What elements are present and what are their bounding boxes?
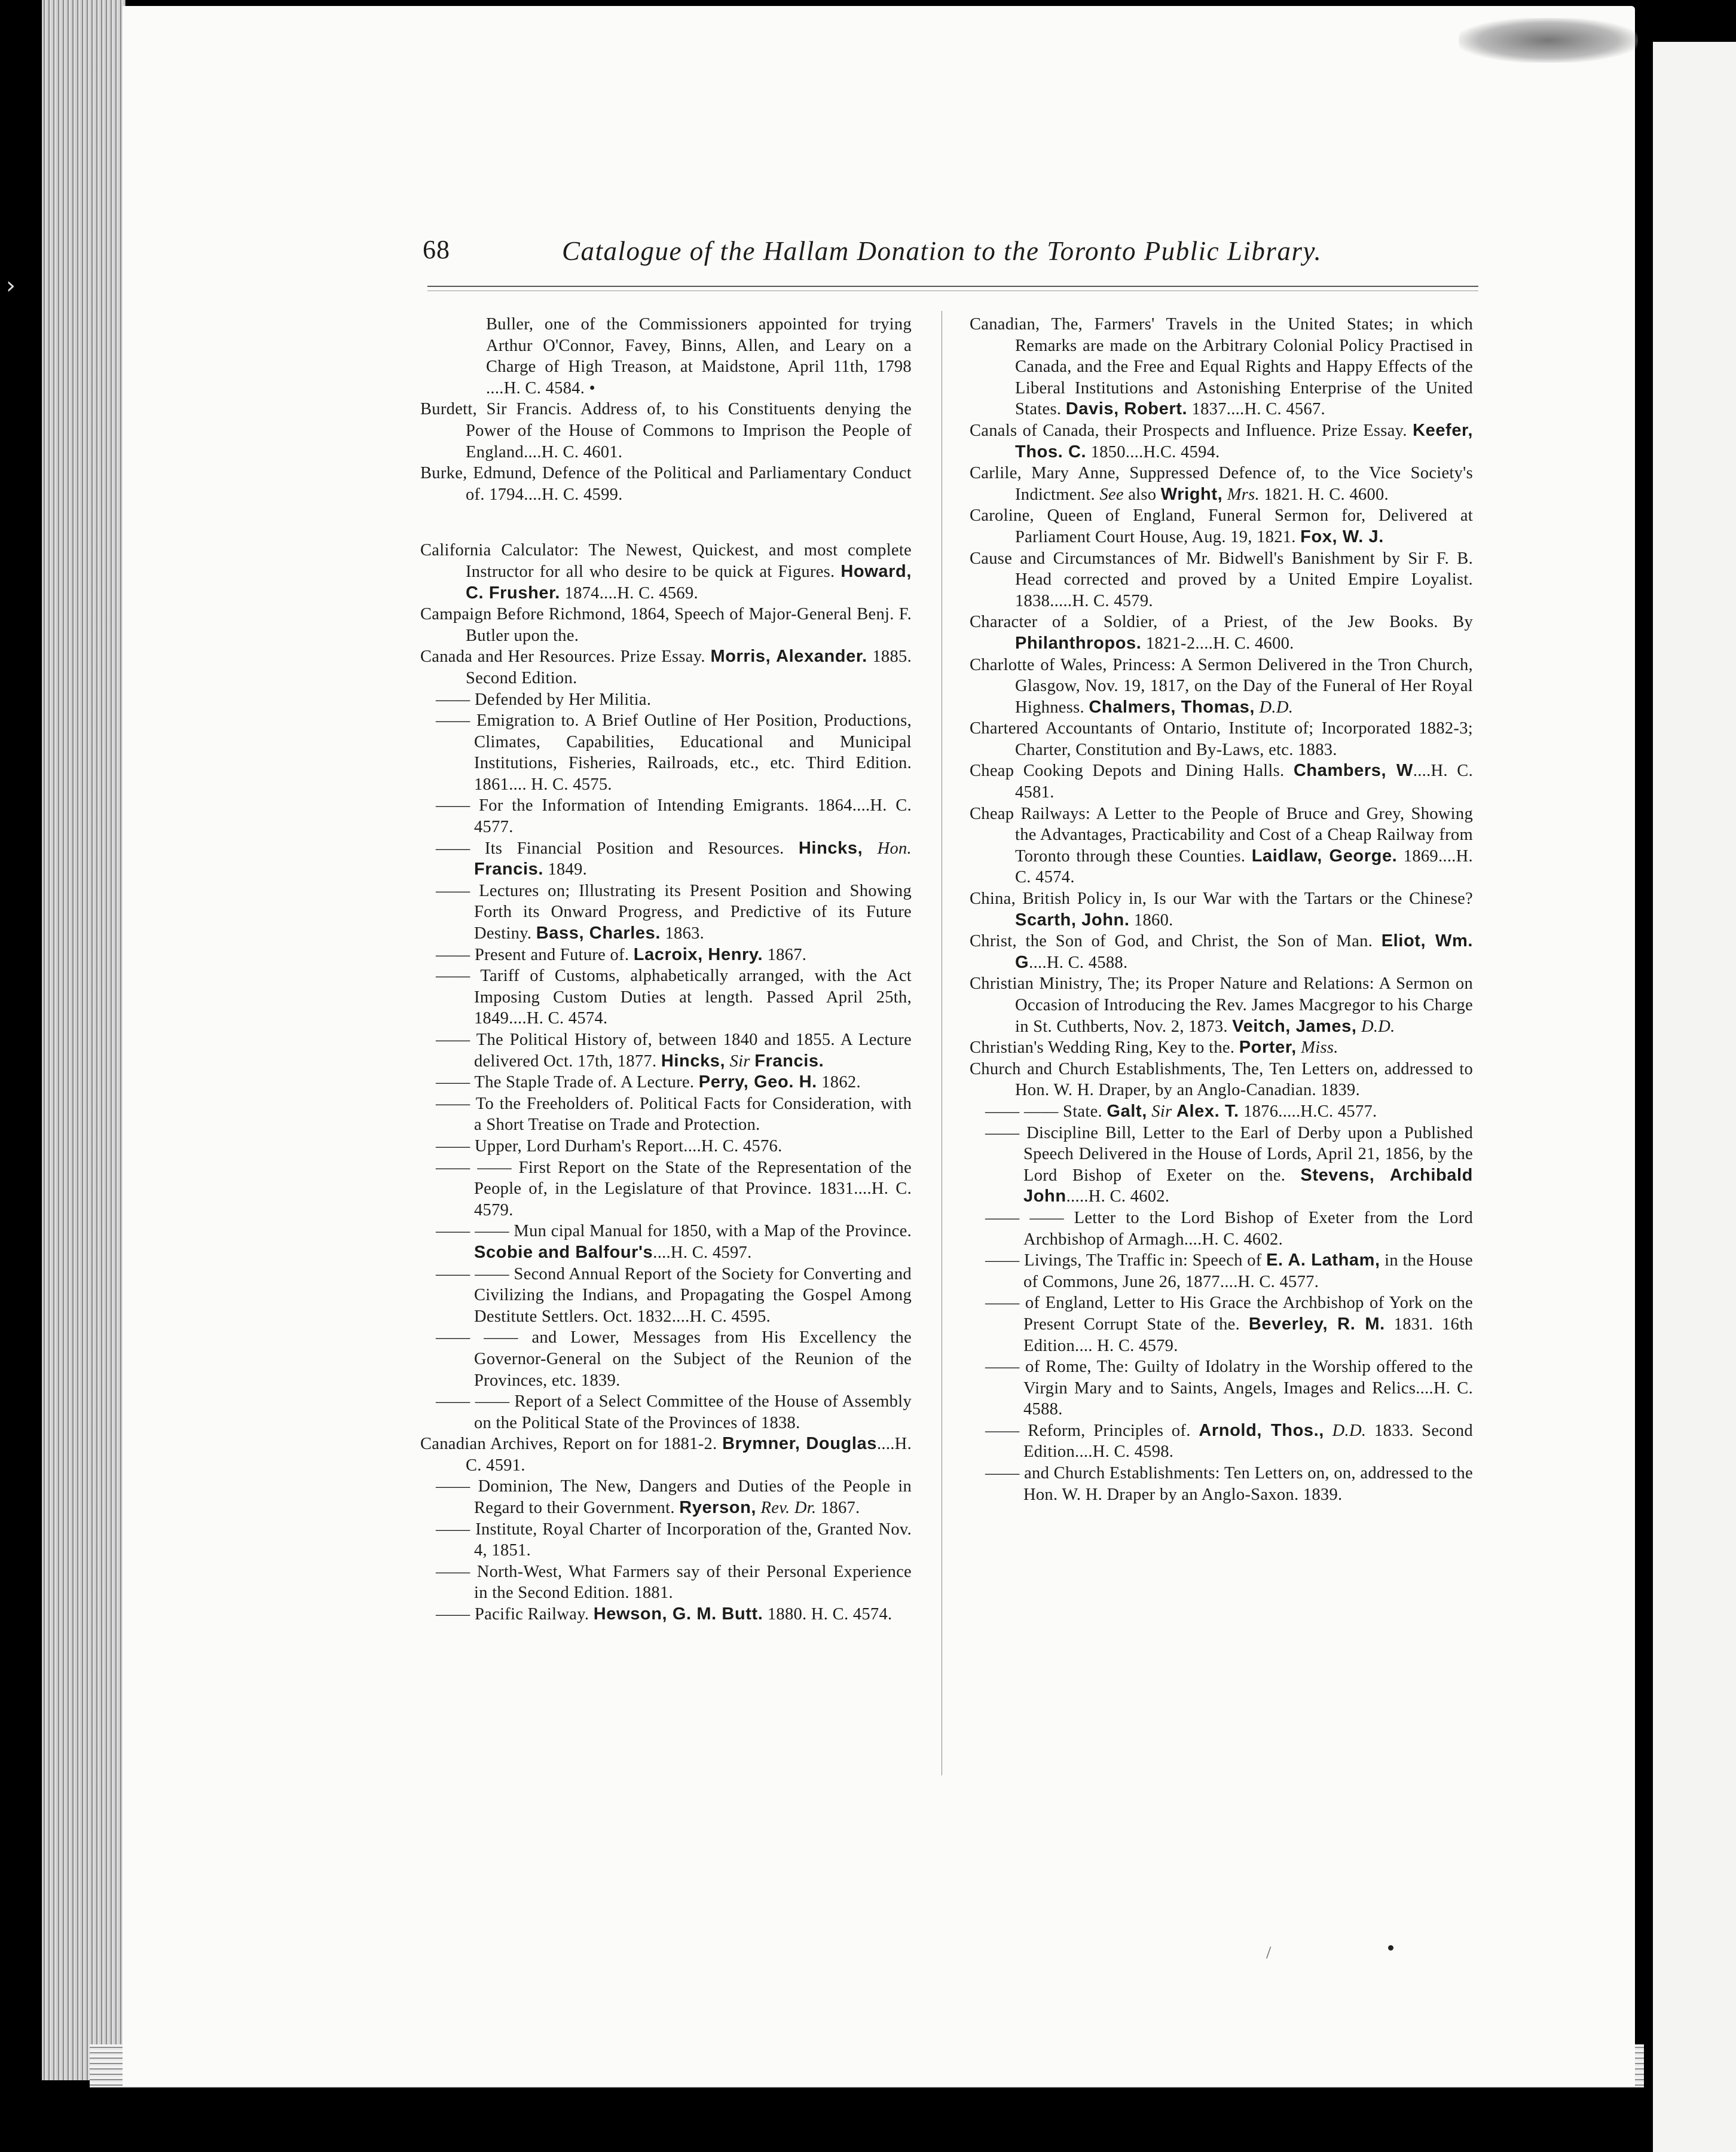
author-name: Howard, C. Frusher. <box>466 561 912 603</box>
author-name: Lacroix, Henry. <box>633 944 763 964</box>
entry-text: Burdett, Sir Francis. Address of, to his Constituents denying the Power of the House of Commons to Imprison the People of England....H. C. 4601. <box>420 400 912 461</box>
catalogue-entry <box>420 463 912 505</box>
entry-text: 1821. H. C. 4600. <box>1259 485 1389 504</box>
entry-text: California Calculator: The Newest, Quickest, and most complete Instructor for all who desire to be quick at Figures. <box>420 541 912 581</box>
author-name: Morris, Alexander. <box>710 647 867 667</box>
italic-text: See <box>1099 485 1124 504</box>
entry-text: Character of a Soldier, of a Priest, of the Jew Books. By <box>970 613 1473 632</box>
catalogue-entry <box>970 1420 1473 1463</box>
entry-text: Charlotte of Wales, Princess: A Sermon Delivered in the Tron Church, Glasgow, Nov. 19, 1817, on the Day of the Funeral of Her Royal Highness. <box>970 655 1473 717</box>
catalogue-entry <box>970 655 1473 719</box>
catalogue-entry <box>970 760 1473 803</box>
entry-text: —— For the Information of Intending Emigrants. 1864....H. C. 4577. <box>436 796 912 837</box>
entry-text: —— Present and Future of. <box>436 945 634 964</box>
entry-text: Burke, Edmund, Defence of the Political and Parliamentary Conduct of. 1794....H. C. 4599. <box>420 464 912 504</box>
entry-text: 1885. Second Edition. <box>466 647 912 687</box>
entry-text: China, British Policy in, Is our War with the Tartars or the Chinese? <box>970 889 1473 909</box>
italic-text: D.D. <box>1361 1017 1395 1036</box>
catalogue-entry <box>420 1264 912 1328</box>
author-name: Perry, Geo. H. <box>698 1072 817 1092</box>
author-name: Bass, Charles. <box>536 924 661 943</box>
entry-text: —— To the Freeholders of. Political Facts for Consideration, with a Short Treatise on Trade and Protection. <box>436 1094 912 1135</box>
entry-text: Church and Church Establishments, The, Ten Letters on, addressed to Hon. W. H. Draper, by an Anglo-Canadian. 1839. <box>970 1059 1473 1100</box>
binding-clip-icon: › <box>6 272 16 299</box>
entry-text: —— Emigration to. A Brief Outline of Her Position, Productions, Climates, Capabilities, Educational and Municipal Institutions, Fisheries, Railroads, etc., etc. Third Edition. 1861.... H. C. 4575. <box>436 711 912 794</box>
catalogue-entry <box>420 710 912 795</box>
entry-text: —— North-West, What Farmers say of their Personal Experience in the Second Edition. 1881. <box>436 1562 912 1603</box>
entry-text <box>1222 485 1227 504</box>
entry-text: Buller, one of the Commissioners appointed for trying Arthur O'Connor, Favey, Binns, Allen, and Leary on a Charge of High Treason, at Maidstone, April 11th, 1798 ....H. C. 4584. • <box>486 315 912 398</box>
catalogue-entry <box>970 1059 1473 1101</box>
entry-text: also <box>1123 485 1161 504</box>
entry-text: in the House of Commons, June 26, 1877....H. C. 4577. <box>1023 1251 1473 1291</box>
entry-text: Cheap Cooking Depots and Dining Halls. <box>970 762 1294 781</box>
right-column <box>970 314 1473 1505</box>
author-name: E. A. Latham, <box>1266 1251 1380 1270</box>
catalogue-entry <box>970 505 1473 548</box>
entry-text: Canada and Her Resources. Prize Essay. <box>420 647 711 667</box>
author-name: Scobie and Balfour's <box>474 1242 653 1262</box>
catalogue-entry <box>420 399 912 463</box>
catalogue-entry <box>420 1476 912 1518</box>
catalogue-entry <box>970 420 1473 463</box>
entry-text: —— —— Second Annual Report of the Society for Converting and Civilizing the Indians, and Propagating the Gospel Among Destitute Settlers. Oct. 1832....H. C. 4595. <box>436 1264 912 1326</box>
catalogue-entry <box>420 795 912 837</box>
author-name: Beverley, R. M. <box>1248 1314 1385 1334</box>
catalogue-entry <box>970 1101 1473 1123</box>
author-name: Laidlaw, George. <box>1251 846 1398 866</box>
catalogue-entry <box>970 1250 1473 1292</box>
italic-text: D.D. <box>1259 698 1294 717</box>
author-name: Porter, <box>1239 1038 1297 1057</box>
catalogue-entry <box>420 1029 912 1072</box>
catalogue-entry <box>970 463 1473 505</box>
author-name: Hincks, <box>798 838 863 858</box>
entry-text: —— Pacific Railway. <box>436 1605 594 1624</box>
author-name: Hincks, <box>661 1051 726 1071</box>
catalogue-entry <box>420 1221 912 1263</box>
pencil-tick: / <box>1266 1943 1272 1963</box>
italic-text: Mrs. <box>1227 485 1260 504</box>
entry-text: 1860. <box>1129 910 1173 930</box>
catalogue-entry <box>420 1072 912 1093</box>
entry-text <box>756 1499 760 1517</box>
entry-text: —— Reform, Principles of. <box>985 1421 1199 1440</box>
entry-text: —— —— Letter to the Lord Bishop of Exeter from the Lord Archbishop of Armagh....H. C. 4602. <box>985 1208 1473 1249</box>
entry-text: Christian Ministry, The; its Proper Nature and Relations: A Sermon on Occasion of Introducing the Rev. James Macgregor to his Charge in St. Cuthberts, Nov. 2, 1873. <box>970 974 1473 1036</box>
entry-text <box>1255 698 1259 717</box>
entry-text: Campaign Before Richmond, 1864, Speech of Major-General Benj. F. Butler upon the. <box>420 605 912 645</box>
author-name: Chambers, W <box>1293 761 1413 781</box>
author-name: Ryerson, <box>679 1498 757 1518</box>
entry-text: 1849. <box>543 860 588 879</box>
catalogue-entry <box>420 1391 912 1433</box>
italic-text: Miss. <box>1301 1038 1338 1057</box>
entry-text: —— —— State. <box>985 1102 1107 1121</box>
entry-text: ....H. C. 4591. <box>466 1435 912 1475</box>
entry-text: Christ, the Son of God, and Christ, the Son of Man. <box>970 932 1382 951</box>
catalogue-entry <box>970 973 1473 1037</box>
author-name: Francis. <box>754 1051 824 1071</box>
author-name: Veitch, James, <box>1232 1016 1357 1036</box>
page-number: 68 <box>423 235 450 264</box>
catalogue-entry <box>420 604 912 646</box>
italic-text: Sir <box>1151 1102 1172 1121</box>
catalogue-entry <box>970 1463 1473 1505</box>
entry-text: —— Livings, The Traffic in: Speech of <box>985 1251 1267 1270</box>
catalogue-entry <box>970 1123 1473 1208</box>
author-name: Keefer, Thos. C. <box>1015 420 1473 461</box>
italic-text: Rev. Dr. <box>760 1499 817 1518</box>
catalogue-entry <box>420 1327 912 1391</box>
entry-text: 1821-2....H. C. 4600. <box>1141 634 1294 653</box>
author-name: Wright, <box>1160 484 1223 504</box>
catalogue-entry <box>420 1157 912 1221</box>
catalogue-entry <box>420 1136 912 1157</box>
catalogue-entry <box>420 1561 912 1604</box>
catalogue-entry <box>970 931 1473 973</box>
italic-text: D.D. <box>1332 1421 1367 1440</box>
catalogue-entry <box>970 888 1473 931</box>
entry-text: —— —— Mun cipal Manual for 1850, with a Map of the Province. <box>436 1222 912 1241</box>
entry-text <box>863 839 877 858</box>
author-name: Stevens, Archibald John <box>1023 1165 1474 1206</box>
entry-text: —— Defended by Her Militia. <box>436 690 652 709</box>
entry-text: Caroline, Queen of England, Funeral Sermon for, Delivered at Parliament Court House, Aug. 19, 1821. <box>970 506 1473 546</box>
entry-text: 1867. <box>763 945 807 964</box>
catalogue-entry <box>970 548 1473 612</box>
entry-text: 1837....H. C. 4567. <box>1187 400 1325 419</box>
entry-text: —— of England, Letter to His Grace the Archbishop of York on the Present Corrupt State of the. <box>985 1294 1473 1334</box>
entry-text: —— Upper, Lord Durham's Report....H. C. 4576. <box>436 1136 783 1156</box>
running-title: Catalogue of the Hallam Donation to the Toronto Public Library. <box>562 236 1322 266</box>
entry-text: ....H. C. 4588. <box>1029 953 1128 972</box>
catalogue-entry <box>420 689 912 711</box>
catalogue-entry <box>420 944 912 966</box>
entry-text: Chartered Accountants of Ontario, Institute of; Incorporated 1882-3; Charter, Constitution and By-Laws, etc. 1883. <box>970 719 1473 759</box>
entry-text: Cause and Circumstances of Mr. Bidwell's Banishment by Sir F. B. Head corrected and proved by a United Empire Loyalist. 1838.....H. C. 4579. <box>970 549 1473 610</box>
author-name: Fox, W. J. <box>1300 527 1384 546</box>
entry-text: Christian's Wedding Ring, Key to the. <box>970 1038 1239 1057</box>
entry-text: —— Lectures on; Illustrating its Present Position and Showing Forth its Onward Progress, and Predictive of its Future Destiny. <box>436 881 912 943</box>
entry-text: 1850....H.C. 4594. <box>1086 442 1220 461</box>
entry-text: 1863. <box>661 924 705 943</box>
catalogue-entry <box>420 1519 912 1561</box>
entry-text: —— Its Financial Position and Resources. <box>436 839 799 858</box>
entry-text: —— —— and Lower, Messages from His Excellency the Governor-General on the Subject of the Reunion of the Provinces, etc. 1839. <box>436 1328 912 1390</box>
entry-text: —— Tariff of Customs, alphabetically arranged, with the Act Imposing Custom Duties at length. Passed April 25th, 1849....H. C. 4574. <box>436 967 912 1028</box>
entry-text: —— Dominion, The New, Dangers and Duties of the People in Regard to their Government. <box>436 1477 912 1518</box>
catalogue-entry <box>970 803 1473 888</box>
entry-text: Cheap Railways: A Letter to the People of Bruce and Grey, Showing the Advantages, Practicability and Cost of a Cheap Railway from Toronto through these Counties. <box>970 804 1473 866</box>
author-name: Francis. <box>474 860 544 879</box>
catalogue-entry <box>420 965 912 1029</box>
catalogue-entry <box>970 1292 1473 1356</box>
entry-text: 1876.....H.C. 4577. <box>1239 1102 1377 1121</box>
page-edges-left <box>42 0 126 2080</box>
catalogue-entry <box>420 838 912 881</box>
entry-text: 1880. H. C. 4574. <box>763 1605 893 1624</box>
entry-text: Canadian, The, Farmers' Travels in the United States; in which Remarks are made on the Arbitrary Colonial Policy Practised in Canada, and the Free and Equal Rights and Happy Effects of the Liberal Institutions and Astonishing Enterprise of the United States. <box>970 315 1473 419</box>
author-name: Davis, Robert. <box>1065 399 1188 419</box>
catalogue-entry <box>970 1356 1473 1420</box>
author-name: Hewson, G. M. Butt. <box>593 1604 763 1624</box>
entry-text: —— —— Report of a Select Committee of the House of Assembly on the Political State of the Provinces of 1838. <box>436 1392 912 1432</box>
author-name: Eliot, Wm. G <box>1015 931 1473 972</box>
entry-text: —— of Rome, The: Guilty of Idolatry in the Worship offered to the Virgin Mary and to Saints, Angels, Images and Relics....H. C. 4588. <box>985 1358 1473 1419</box>
entry-text: ....H. C. 4581. <box>1015 762 1473 802</box>
catalogue-entry <box>420 1093 912 1136</box>
catalogue-entry <box>970 314 1473 420</box>
author-name: Alex. T. <box>1176 1101 1239 1121</box>
author-name: Brymner, Douglas <box>722 1434 877 1454</box>
entry-text <box>725 1052 729 1071</box>
entry-text: Canals of Canada, their Prospects and Influence. Prize Essay. <box>970 421 1413 440</box>
ink-dot <box>1388 1945 1393 1951</box>
entry-text: 1867. <box>816 1499 860 1518</box>
entry-text: —— The Staple Trade of. A Lecture. <box>436 1073 699 1092</box>
catalogue-entry <box>970 718 1473 760</box>
header-rule <box>427 286 1478 287</box>
author-name: Chalmers, Thomas, <box>1089 697 1255 717</box>
left-column <box>420 314 912 1625</box>
italic-text: Hon. <box>877 839 912 858</box>
entry-text <box>1357 1017 1361 1036</box>
catalogue-entry <box>420 881 912 944</box>
entry-text: —— Institute, Royal Charter of Incorporation of the, Granted Nov. 4, 1851. <box>436 1520 912 1560</box>
adjacent-page-strip <box>1653 42 1736 2152</box>
catalogue-entry <box>420 1433 912 1476</box>
entry-text: —— and Church Establishments: Ten Letters on, on, addressed to the Hon. W. H. Draper by an Anglo-Saxon. 1839. <box>985 1464 1473 1504</box>
catalogue-entry <box>970 1208 1473 1250</box>
author-name: Galt, <box>1107 1101 1147 1121</box>
entry-text <box>1172 1102 1176 1121</box>
author-name: Arnold, Thos., <box>1199 1420 1324 1440</box>
entry-text: —— The Political History of, between 1840 and 1855. A Lecture delivered Oct. 17th, 1877. <box>436 1031 912 1071</box>
entry-text: .....H. C. 4602. <box>1066 1187 1170 1206</box>
author-name: Philanthropos. <box>1015 633 1142 653</box>
entry-text <box>1324 1422 1332 1440</box>
ink-smudge <box>1459 18 1638 63</box>
entry-text: 1862. <box>817 1073 861 1092</box>
entry-text: —— Discipline Bill, Letter to the Earl of Derby upon a Published Speech Delivered in the House of Lords, April 21, 1856, by the Lord Bishop of Exeter on the. <box>985 1123 1473 1185</box>
entry-text: 1874....H. C. 4569. <box>560 583 698 603</box>
entry-text: 1831. 16th Edition.... H. C. 4579. <box>1023 1315 1473 1355</box>
catalogue-entry <box>420 540 912 604</box>
entry-text: 1833. Second Edition....H. C. 4598. <box>1023 1421 1473 1462</box>
entry-gap <box>420 505 912 540</box>
italic-text: Sir <box>729 1051 750 1071</box>
entry-text: Carlile, Mary Anne, Suppressed Defence of, to the Vice Society's Indictment. <box>970 464 1473 504</box>
catalogue-entry <box>420 314 912 399</box>
entry-text: Canadian Archives, Report on for 1881-2. <box>420 1435 723 1454</box>
entry-text: —— —— First Report on the State of the Representation of the People of, in the Legislature of that Province. 1831....H. C. 4579. <box>436 1158 912 1219</box>
catalogue-entry <box>970 612 1473 654</box>
entry-text: 1869....H. C. 4574. <box>1015 846 1473 887</box>
catalogue-entry <box>970 1037 1473 1059</box>
catalogue-entry <box>420 1604 912 1625</box>
entry-text: ....H. C. 4597. <box>653 1243 752 1262</box>
author-name: Scarth, John. <box>1015 910 1130 930</box>
catalogue-entry <box>420 646 912 689</box>
